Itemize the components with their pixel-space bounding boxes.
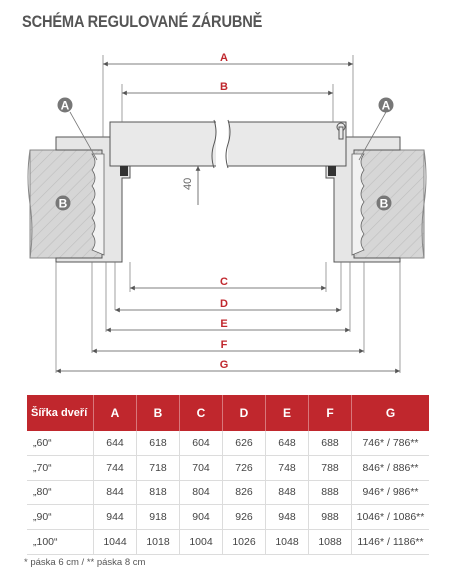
cell-c: 904 — [180, 505, 223, 530]
cell-e: 948 — [266, 505, 309, 530]
callout-b-left-text: B — [58, 196, 68, 211]
cell-g: 1046* / 1086** — [352, 505, 430, 530]
col-header-e: E — [266, 395, 309, 431]
cell-width: „100“ — [27, 530, 94, 555]
cell-d: 926 — [223, 505, 266, 530]
cell-d: 1026 — [223, 530, 266, 555]
cell-e: 1048 — [266, 530, 309, 555]
cell-f: 888 — [309, 480, 352, 505]
dimensions-table — [27, 395, 429, 555]
cell-a: 1044 — [94, 530, 137, 555]
col-header-width: Šířka dveří — [27, 395, 94, 431]
cell-width: „60“ — [27, 431, 94, 455]
cell-f: 1088 — [309, 530, 352, 555]
cell-a: 744 — [94, 455, 137, 480]
col-header-f: F — [309, 395, 352, 431]
callout-a-right-text: A — [381, 98, 391, 113]
dim-label-e: E — [220, 318, 228, 330]
table-row — [27, 455, 429, 480]
col-header-g: G — [352, 395, 430, 431]
cell-b: 1018 — [137, 530, 180, 555]
page-title: SCHÉMA REGULOVANÉ ZÁRUBNĚ — [22, 12, 263, 31]
col-header-b: B — [137, 395, 180, 431]
cell-a: 844 — [94, 480, 137, 505]
cell-e: 848 — [266, 480, 309, 505]
cell-e: 648 — [266, 431, 309, 455]
callout-a-left-text: A — [60, 98, 70, 113]
cell-b: 618 — [137, 431, 180, 455]
cell-d: 826 — [223, 480, 266, 505]
cell-c: 604 — [180, 431, 223, 455]
cell-b: 718 — [137, 455, 180, 480]
table-row — [27, 505, 429, 530]
cell-width: „70“ — [27, 455, 94, 480]
dim-label-a: A — [220, 52, 228, 64]
table-header-row — [27, 395, 429, 431]
callout-b-right-text: B — [379, 196, 389, 211]
col-header-a: A — [94, 395, 137, 431]
cell-g: 946* / 986** — [352, 480, 430, 505]
cell-width: „90“ — [27, 505, 94, 530]
footnote: * páska 6 cm / ** páska 8 cm — [24, 557, 146, 568]
table-row — [27, 480, 429, 505]
cell-e: 748 — [266, 455, 309, 480]
cell-f: 988 — [309, 505, 352, 530]
cell-a: 944 — [94, 505, 137, 530]
cell-g: 846* / 886** — [352, 455, 430, 480]
cell-b: 818 — [137, 480, 180, 505]
cell-d: 726 — [223, 455, 266, 480]
cell-b: 918 — [137, 505, 180, 530]
table-row — [27, 431, 429, 455]
cell-c: 1004 — [180, 530, 223, 555]
dim-label-d: D — [220, 298, 228, 310]
cell-g: 746* / 786** — [352, 431, 430, 455]
col-header-c: C — [180, 395, 223, 431]
table-row — [27, 530, 429, 555]
dim-label-f: F — [220, 339, 228, 351]
cell-c: 804 — [180, 480, 223, 505]
dim-label-c: C — [220, 276, 228, 288]
cell-g: 1146* / 1186** — [352, 530, 430, 555]
cell-width: „80“ — [27, 480, 94, 505]
cell-c: 704 — [180, 455, 223, 480]
dim-label-g: G — [219, 359, 229, 371]
depth-label: 40 — [182, 177, 194, 190]
dim-label-b: B — [220, 81, 228, 93]
cell-a: 644 — [94, 431, 137, 455]
cell-f: 688 — [309, 431, 352, 455]
col-header-d: D — [223, 395, 266, 431]
cell-d: 626 — [223, 431, 266, 455]
cell-f: 788 — [309, 455, 352, 480]
